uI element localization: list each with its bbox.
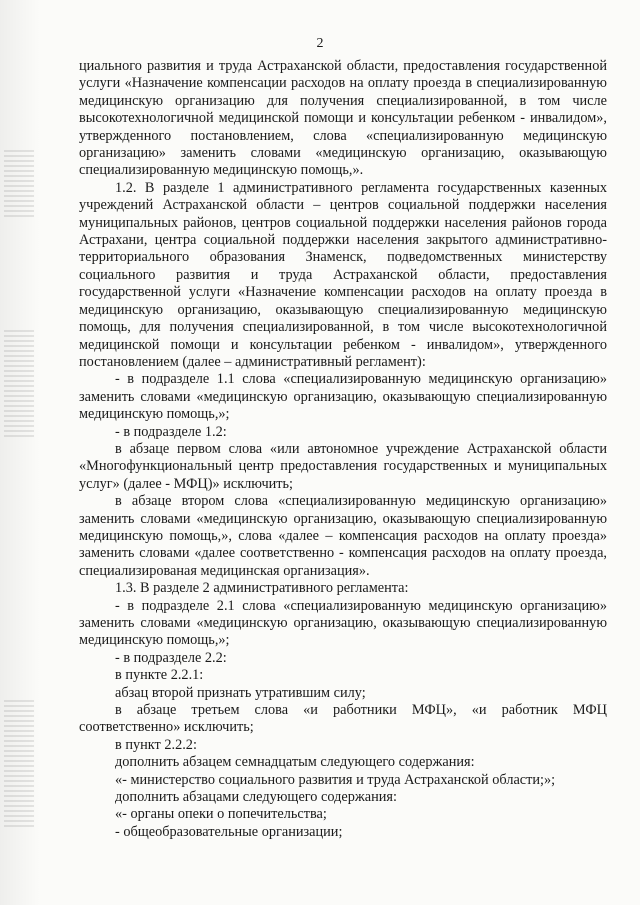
paragraph: в абзаце третьем слова «и работники МФЦ», «и работник МФЦ соответственно» исключить; [79, 702, 607, 736]
paragraph: в абзаце первом слова «или автономное учреждение Астраханской области «Многофункциональный центр предоставления государственных и муниципальных услуг» (далее - МФЦ)» исключить; [79, 440, 607, 492]
paragraph: циального развития и труда Астраханской области, предоставления государственной услуги «Назначение компенсации расходов на оплату проезда в специализированную медицинскую организацию для получения специализированной, в том числе высокотехнологичной медицинской помощи и консультации ребенком - инвалидом», утвержденного постановлением, слова «специализированную медицинскую организацию» заменить словами «медицинскую организацию, оказывающую специализированную медицинскую помощь,». [79, 58, 607, 179]
paragraph: в пункте 2.2.1: [115, 667, 204, 684]
paragraph: «- министерство социального развития и труда Астраханской области;»; [115, 771, 556, 788]
paragraph: 1.3. В разделе 2 административного регламента: [115, 580, 409, 597]
document-body [79, 58, 607, 841]
scan-artifact [4, 700, 34, 830]
paragraph: «- органы опеки о попечительства; [115, 806, 327, 823]
page-number: 2 [316, 36, 324, 51]
scan-artifact [4, 150, 34, 220]
paragraph: в абзаце втором слова «специализированную медицинскую организацию» заменить словами «медицинскую организацию, оказывающую специализированную медицинскую помощь,», слова «далее – компенсация расходов на оплату проезда» заменить словами «далее соответственно - компенсация расходов на оплату проезда, специализированая медицинская организация». [79, 493, 607, 579]
paragraph: в пункт 2.2.2: [115, 736, 197, 753]
paragraph: - в подразделе 2.1 слова «специализированную медицинскую организацию» заменить словами «медицинскую организацию, оказывающую специализированную медицинскую помощь,»; [79, 597, 607, 649]
paragraph: - в подразделе 1.1 слова «специализированную медицинскую организацию» заменить словами «медицинскую организацию, оказывающую специализированную медицинскую помощь,»; [79, 371, 607, 423]
paragraph: дополнить абзацем семнадцатым следующего содержания: [115, 754, 475, 771]
paragraph: абзац второй признать утратившим силу; [115, 684, 366, 701]
paragraph: - в подразделе 1.2: [115, 423, 227, 440]
scan-artifact [4, 330, 34, 440]
paragraph: дополнить абзацами следующего содержания: [115, 789, 397, 806]
paragraph: 1.2. В разделе 1 административного регламента государственных казенных учреждений Астраханской области – центров социальной поддержки населения муниципальных районов, центров социальной поддержки населения районов города Астрахани, центра социальной поддержки населения закрытого административно-территориального образования Знаменск, подведомственных министерству социального развития и труда Астраханской области, предоставления государственной услуги «Назначение компенсации расходов на оплату проезда в медицинскую организацию, оказывающую специализированную медицинскую помощь, для получения специализированной, в том числе высокотехнологичной медицинской помощи и консультации ребенком - инвалидом», утвержденного постановлением (далее – административный регламент): [79, 179, 607, 370]
paragraph: - в подразделе 2.2: [115, 649, 227, 666]
paragraph: - общеобразовательные организации; [115, 823, 343, 840]
